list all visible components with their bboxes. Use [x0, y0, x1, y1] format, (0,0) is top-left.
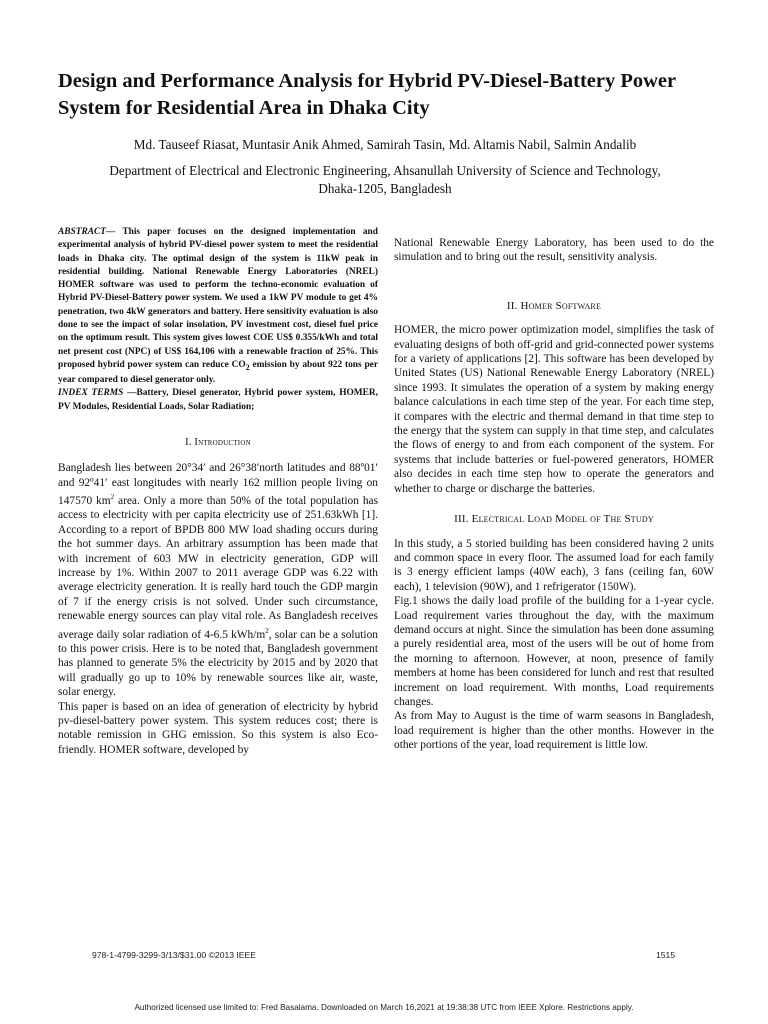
- continued-paragraph: National Renewable Energy Laboratory, has been used to do the simulation and to bring out the result, sensitivity analysis.: [394, 237, 714, 264]
- section-heading-load-model: III. Electrical Load Model of The Study: [454, 513, 654, 526]
- section-heading-introduction: I. Introduction: [185, 437, 251, 449]
- intro-p1-part-c: , solar can be a solution to this power crisis. Here is to be noted that, Bangladesh government has planned to generate 5% the electricity by 2015 and by 2020 that will gradually go up to 10% by renewable sources like air, waste, solar energy.: [58, 628, 378, 699]
- section-heading-homer: II. Homer Software: [506, 299, 602, 312]
- index-terms-paragraph: [58, 387, 378, 414]
- license-notice: Authorized licensed use limited to: Fred Basalama. Downloaded on March 16,2021 at 19:38:38 UTC from IEEE Xplore. Restrictions apply.: [134, 1003, 634, 1012]
- affiliation: [40, 162, 730, 198]
- affiliation-line-1: Department of Electrical and Electronic Engineering, Ahsanullah University of Science and Technology,: [109, 163, 661, 178]
- abstract-label: ABSTRACT—: [58, 227, 116, 237]
- abstract-text: This paper focuses on the designed implementation and experimental analysis of hybrid PV-diesel power system to meet the residential loads in Dhaka city. The optimal design of the system is 11kW peak in residential building. National Renewable Energy Laboratories (NREL) HOMER software was used to perform the techno-economic evaluation of Hybrid PV-Diesel-Battery power system. We used a 1kW PV module to get 4% penetration, two 4kW generators and battery. Here sensitivity evaluation is also done to see the impact of solar insolation, PV investment cost, diesel fuel price on the optimum result. This system gives lowest COE US$ 0.355/kWh and total net present cost (NPC) of US$ 164,106 with a renewable fraction of 25%. This proposed hybrid power system can reduce CO: [58, 227, 378, 370]
- intro-paragraph-1: [58, 461, 378, 699]
- paper-title: Design and Performance Analysis for Hybrid PV-Diesel-Battery Power System for Residential Area in Dhaka City: [58, 70, 676, 119]
- intro-p1-sup: 2: [110, 493, 115, 502]
- abstract-subscript: 2: [245, 362, 250, 372]
- intro-p1-part-b: area. Only a more than 50% of the total population has access to electricity with per capita electricity use of 251.63kWh [1]. According to a report of BPDB 800 MW load shading occurs during the hot summer days. An arbitrary assumption has been made that with increment of 603 MW in electricity generation, GDP will increase by 1%. Within 2007 to 2011 average GDP was 6.22 with average electricity generation. It is really hard touch the GDP margin of 7 if the energy crisis is not solved. Under such circumstance, renewable energy sources can play vital role. As Bangladesh receives average daily solar radiation of 4-6.5 kWh/m: [58, 495, 379, 641]
- right-column: [394, 236, 714, 753]
- homer-paragraph: HOMER, the micro power optimization model, simplifies the task of evaluating designs of both off-grid and grid-connected power systems for a variety of applications [2]. This software has been developed by United States (US) National Renewable Energy Laboratory (NREL) since 1993. It simulates the operation of a system by making energy balance calculations in each time step of the year. For each time step, it compares with the electric and thermal demand in that time step to the energy that the system can supply in that time step, and calculates the flows of energy to and from each component of the system. For systems that include batteries or fuel-powered generators, HOMER also decides in each time step how to operate the generators and whether to charge or discharge the batteries.: [394, 324, 714, 495]
- footer-page-number: 1515: [656, 950, 676, 960]
- intro-p1-sup-2: 2: [265, 626, 269, 635]
- load-paragraph-2: Fig.1 shows the daily load profile of the building for a 1-year cycle. Load requirement varies throughout the day, with the maximum demand occurs at night. Since the simulation has been done assuming a purely residential area, most of the users will be out of home from the morning to afternoon. However, at noon, presence of family members at home has been considered for lunch and rest that resulted increment on load requirement. With months, Load requirements changes.: [394, 595, 714, 708]
- index-terms-text: —Battery, Diesel generator, Hybrid power system, HOMER, PV Modules, Residential Loads, Solar Radiation;: [58, 388, 378, 412]
- index-terms-label: INDEX TERMS: [58, 388, 124, 399]
- load-paragraph-1: In this study, a 5 storied building has been considered having 2 units and common space in every floor. The assumed load for each family is 3 energy efficient lamps (40W each), 3 fans (ceiling fan, 60W each), 1 television (90W), and 1 refrigerator (150W).: [394, 537, 714, 593]
- intro-p1-part-a: Bangladesh lies between 20°34′ and 26°38′north latitudes and 88º01′ and 92º41′ east longitudes with nearly 162 million people living on 147570 km: [58, 462, 378, 508]
- left-column: [58, 226, 378, 757]
- abstract-text-end: emission by about 922 tons per year compared to diesel generator only.: [58, 359, 378, 386]
- abstract-paragraph: [58, 226, 378, 387]
- load-paragraph-3: As from May to August is the time of warm seasons in Bangladesh, load requirement is higher than the other months. However in the other portions of the year, load requirement is little low.: [394, 710, 714, 752]
- author-list: Md. Tauseef Riasat, Muntasir Anik Ahmed, Samirah Tasin, Md. Altamis Nabil, Salmin Andalib: [133, 137, 637, 152]
- footer-isbn: 978-1-4799-3299-3/13/$31.00 ©2013 IEEE: [92, 950, 257, 960]
- affiliation-line-2: Dhaka-1205, Bangladesh: [318, 181, 452, 196]
- intro-paragraph-2: This paper is based on an idea of generation of electricity by hybrid pv-diesel-battery power system. This system reduces cost; there is notable remission in GHG emission. So this system is also Eco-friendly. HOMER software, developed by: [58, 700, 378, 756]
